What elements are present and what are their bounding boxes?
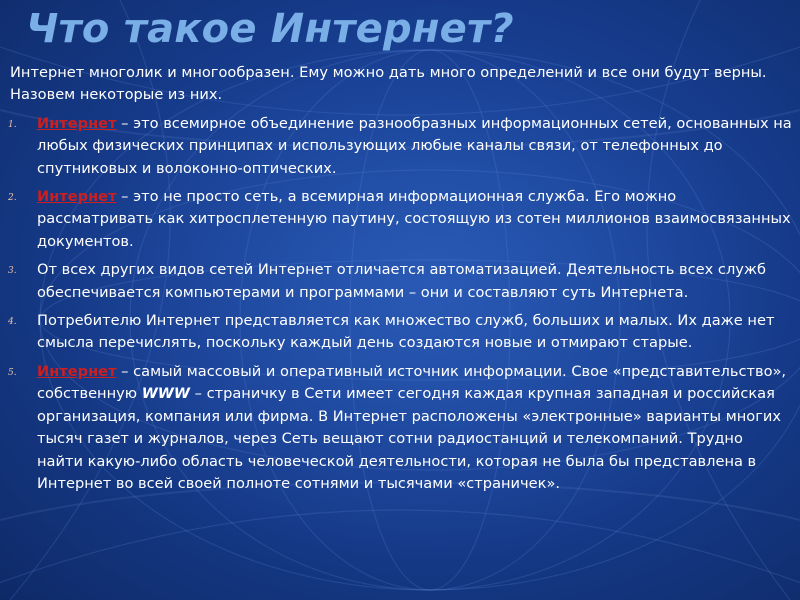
- list-item: [8, 361, 793, 495]
- list-item: [8, 310, 793, 355]
- term-highlight: Интернет: [37, 188, 117, 206]
- list-item: [8, 186, 793, 253]
- list-item-text: – это всемирное объединение разнообразных информационных сетей, основанных на любых физических принципах и использующих любые каналы связи, от телефонных до спутниковых и волоконно-оптических.: [37, 114, 792, 177]
- list-number: 1.: [8, 119, 17, 130]
- list-item: [8, 259, 793, 304]
- list-item-text-continued: – страничку в Сети имеет сегодня каждая крупная западная и российская организация, компания или фирма. В Интернет расположены «электронные» варианты многих тысяч газет и журналов, через Сеть вещают сотни радиостанций и телекомпаний. Трудно найти какую-либо область человеческой деятельности, которая не была бы представлена в Интернет во всей своей полноте сотнями и тысячами «страничек».: [37, 385, 781, 492]
- list-number: 5.: [8, 367, 17, 378]
- list-number: 3.: [8, 266, 17, 277]
- list-item-text: От всех других видов сетей Интернет отличается автоматизацией. Деятельность всех служб обеспечивается компьютерами и программами – они и составляют суть Интернета.: [37, 261, 767, 301]
- term-highlight: Интернет: [37, 114, 117, 132]
- slide-body: [8, 62, 793, 495]
- list-number: 2.: [8, 193, 17, 204]
- slide-title: Что такое Интернет?: [26, 6, 514, 52]
- list-item-text: Потребителю Интернет представляется как множество служб, больших и малых. Их даже нет смысла перечислять, поскольку каждый день создаются новые и отмирают старые.: [37, 312, 775, 352]
- list-number: 4.: [8, 317, 17, 328]
- list-item: [8, 113, 793, 180]
- term-highlight: Интернет: [37, 362, 117, 380]
- intro-paragraph: Интернет многолик и многообразен. Ему можно дать много определений и все они будут верны. Назовем некоторые из них.: [10, 64, 767, 104]
- list-item-text: – это не просто сеть, а всемирная информационная служба. Его можно рассматривать как хитросплетенную паутину, состоящую из сотен миллионов взаимосвязанных документов.: [37, 188, 791, 250]
- www-emphasis: WWW: [141, 385, 190, 403]
- list-item-text: – самый массовый и оперативный источник информации. Свое «представительство», собственную: [37, 362, 787, 403]
- definitions-list: [8, 113, 793, 496]
